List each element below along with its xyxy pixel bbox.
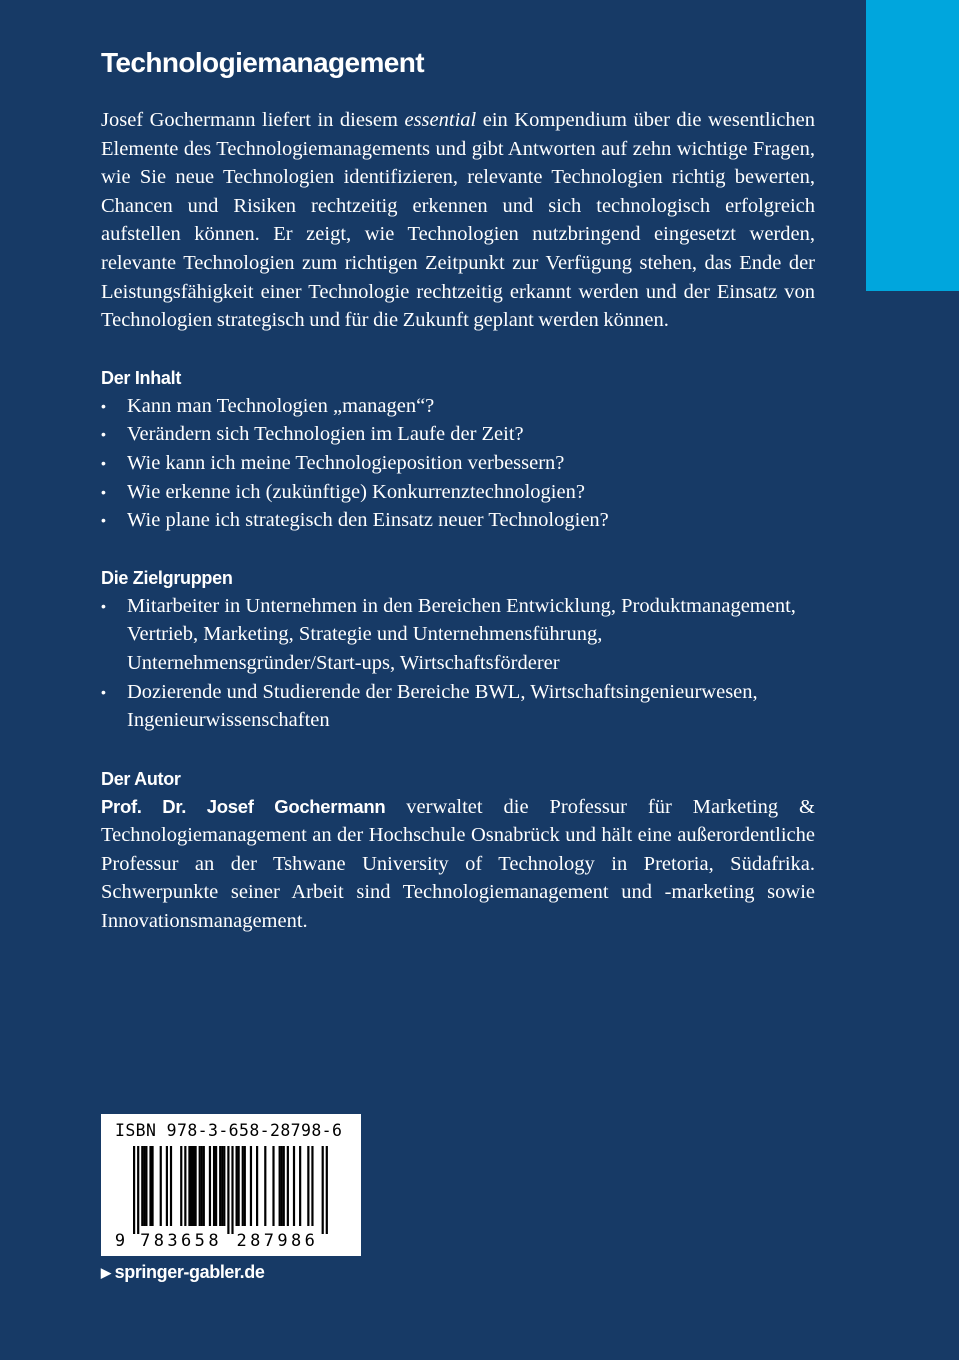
barcode-bar xyxy=(137,1146,139,1234)
list-item xyxy=(101,506,815,535)
barcode-bar xyxy=(322,1146,324,1234)
website-link[interactable]: springer-gabler.de xyxy=(114,1262,265,1282)
barcode-bar xyxy=(326,1146,328,1234)
barcode-bar xyxy=(244,1146,246,1226)
section-heading-zielgruppen: Die Zielgruppen xyxy=(101,567,233,588)
barcode-bar xyxy=(281,1146,283,1226)
author-name: Prof. Dr. Josef Gochermann xyxy=(101,795,386,817)
list-item-text: Wie kann ich meine Technologieposition verbessern? xyxy=(127,451,565,474)
barcode-bar xyxy=(272,1146,274,1226)
barcode-bar xyxy=(149,1146,151,1226)
bullet-icon: • xyxy=(101,397,106,414)
barcode-bar xyxy=(223,1146,225,1226)
intro-emphasis: essential xyxy=(404,109,477,131)
barcode-bar xyxy=(213,1146,215,1226)
list-item xyxy=(101,449,815,478)
barcode-bar xyxy=(221,1146,223,1226)
list-item xyxy=(101,392,815,421)
barcode-bar xyxy=(311,1146,313,1226)
barcode-bar xyxy=(209,1146,211,1226)
list-item-text: Verändern sich Technologien im Laufe der Zeit? xyxy=(127,423,524,446)
bullet-icon: • xyxy=(101,483,106,500)
barcode-bar xyxy=(170,1146,172,1226)
list-item-text: Kann man Technologien „managen“? xyxy=(127,394,435,417)
bullet-icon: • xyxy=(101,512,106,529)
barcode-bar xyxy=(160,1146,162,1226)
barcode-bar xyxy=(299,1146,301,1226)
list-item xyxy=(101,478,815,507)
barcode-bar xyxy=(145,1146,147,1226)
author-paragraph xyxy=(101,793,815,936)
barcode-digits-left: 783658 xyxy=(140,1231,222,1251)
barcode-bar xyxy=(307,1146,309,1226)
list-item xyxy=(101,592,815,678)
barcode-bar xyxy=(231,1146,233,1234)
barcode-bar xyxy=(250,1146,252,1226)
barcode-bar xyxy=(287,1146,289,1226)
bullet-icon: • xyxy=(101,597,106,614)
list-item-text: Wie plane ich strategisch den Einsatz neuer Technologien? xyxy=(127,509,609,532)
barcode-bar xyxy=(141,1146,143,1226)
barcode-bar xyxy=(203,1146,205,1226)
barcode-bar xyxy=(184,1146,186,1226)
intro-paragraph xyxy=(101,106,815,335)
intro-text-1: Josef Gochermann liefert in diesem xyxy=(101,109,405,131)
bullet-icon: • xyxy=(101,426,106,443)
barcode-bar xyxy=(242,1146,244,1226)
barcode-bar xyxy=(188,1146,190,1226)
section-heading-autor: Der Autor xyxy=(101,768,181,789)
barcode-bar xyxy=(215,1146,217,1226)
isbn-barcode xyxy=(101,1114,361,1256)
barcode-bar xyxy=(283,1146,285,1226)
barcode-bar xyxy=(279,1146,281,1226)
barcode-digit-first: 9 xyxy=(114,1231,126,1251)
inhalt-list xyxy=(101,392,815,535)
section-heading-inhalt: Der Inhalt xyxy=(101,367,182,388)
barcode-bar xyxy=(256,1146,258,1226)
barcode-bar xyxy=(293,1146,295,1226)
list-item xyxy=(101,420,815,449)
list-item xyxy=(101,678,815,735)
list-item-text: Wie erkenne ich (zukünftige) Konkurrenztechnologien? xyxy=(127,480,585,503)
barcode-digits-right: 287986 xyxy=(236,1231,319,1251)
author-bio: verwaltet die Professur für Marketing & Technologiemanagement an der Hochschule Osnabrück und hält eine außerordentliche Professur an der Tshwane University of Technology in Pretoria, Südafrika. Schwerpunkte seiner Arbeit sind Technologiemanagement und -marketing sowie Innovationsmanagement. xyxy=(101,795,815,933)
barcode-bar xyxy=(190,1146,192,1226)
zielgruppen-list xyxy=(101,592,815,735)
barcode-bar xyxy=(133,1146,135,1234)
barcode-bar xyxy=(143,1146,145,1226)
barcode-bar xyxy=(166,1146,168,1226)
barcode-bar xyxy=(195,1146,197,1226)
barcode-bar xyxy=(219,1146,221,1226)
bullet-icon: • xyxy=(101,683,106,700)
book-title: Technologiemanagement xyxy=(101,47,424,78)
bullet-icon: • xyxy=(101,454,106,471)
barcode-bar xyxy=(201,1146,203,1226)
accent-tab xyxy=(866,0,959,291)
barcode-bar xyxy=(238,1146,240,1226)
back-cover-text xyxy=(101,44,815,936)
intro-text-2: ein Kompendium über die wesentlichen Elemente des Technologiemanagements und gibt Antworten auf zehn wichtige Fragen, wie Sie neue Technologien identifizieren, relevante Technologien richtig bewerten, Chancen und Risiken rechtzeitig erkennen und sich technologisch erfolgreich aufstellen können. Er zeigt, wie Technologien nutzbringend eingesetzt werden, relevante Technologien zum richtigen Zeitpunkt zur Verfügung stehen, das Ende der Leistungsfähigkeit einer Technologie rechtzeitig erkannt werden und der Einsatz von Technologien strategisch und für die Zukunft geplant werden können. xyxy=(101,109,815,332)
triangle-right-icon: ▶ xyxy=(101,1264,111,1280)
list-item-text: Dozierende und Studierende der Bereiche BWL, Wirtschaftsingenieurwesen, Ingenieurwissenschaften xyxy=(127,680,758,732)
barcode-bar xyxy=(199,1146,201,1226)
barcode-bar xyxy=(236,1146,238,1226)
barcode-bar xyxy=(151,1146,153,1226)
publisher-website[interactable] xyxy=(101,1262,264,1283)
barcode-bar xyxy=(192,1146,194,1226)
barcode-bar xyxy=(180,1146,182,1226)
isbn-label: ISBN 978-3-658-28798-6 xyxy=(115,1121,343,1140)
list-item-text: Mitarbeiter in Unternehmen in den Bereichen Entwicklung, Produktmanagement, Vertrieb, Marketing, Strategie und Unternehmensführung, Unternehmensgründer/Start-ups, Wirtschaftsförderer xyxy=(127,594,796,674)
barcode-bar xyxy=(264,1146,266,1226)
barcode-graphic xyxy=(101,1114,361,1256)
barcode-bar xyxy=(227,1146,229,1234)
